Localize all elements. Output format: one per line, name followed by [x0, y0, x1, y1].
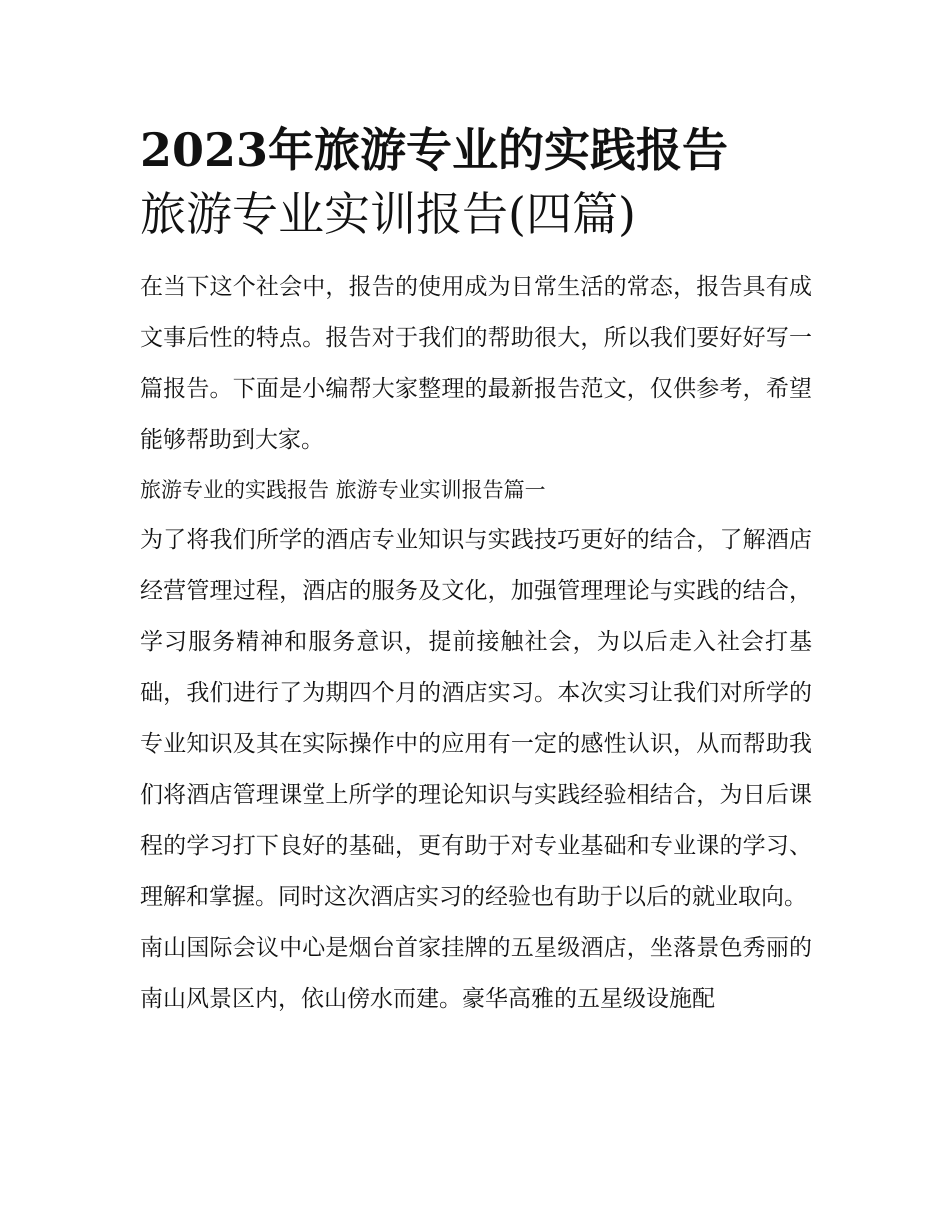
- document-page: [140, 118, 812, 1025]
- body-paragraph-1: 为了将我们所学的酒店专业知识与实践技巧更好的结合，了解酒店经营管理过程，酒店的服务及文化，加强管理理论与实践的结合，学习服务精神和服务意识，提前接触社会，为以后走入社会打基础，我们进行了为期四个月的酒店实习。本次实习让我们对所学的专业知识及其在实际操作中的应用有一定的感性认识，从而帮助我们将酒店管理课堂上所学的理论知识与实践经验相结合，为日后课程的学习打下良好的基础，更有助于对专业基础和专业课的学习、理解和掌握。同时这次酒店实习的经验也有助于以后的就业取向。: [140, 527, 812, 910]
- title-line-2: 旅游专业实训报告(四篇): [140, 187, 636, 241]
- document-title: [140, 118, 812, 246]
- section-heading: 旅游专业的实践报告 旅游专业实训报告篇一: [140, 478, 546, 502]
- title-line-1: 2023年旅游专业的实践报告: [140, 123, 729, 177]
- intro-paragraph: 在当下这个社会中，报告的使用成为日常生活的常态，报告具有成文事后性的特点。报告对于我们的帮助很大，所以我们要好好写一篇报告。下面是小编帮大家整理的最新报告范文，仅供参考，希望能够帮助到大家。: [140, 274, 812, 453]
- body-paragraph-2: 南山国际会议中心是烟台首家挂牌的五星级酒店，坐落景色秀丽的南山风景区内，依山傍水而建。豪华高雅的五星级设施配: [140, 935, 812, 1012]
